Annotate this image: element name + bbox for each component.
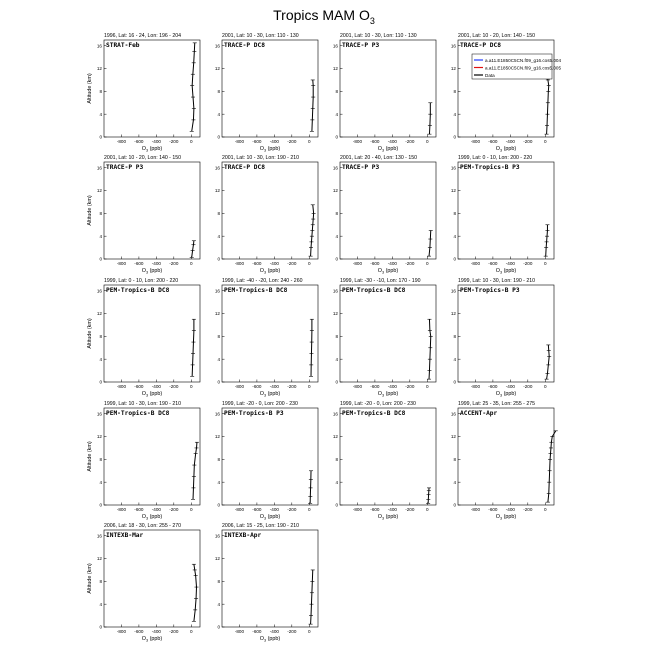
x-tick-label: -200 [169,507,179,512]
y-tick-label: 0 [217,379,220,385]
plot-frame [104,162,200,259]
x-tick-label: -800 [234,139,245,144]
y-tick-label: 0 [453,256,456,262]
x-tick-label: -600 [488,261,498,266]
x-tick-label: -400 [269,261,279,266]
data-profile-line [192,319,194,376]
x-tick-label: -400 [387,261,397,266]
y-tick-label: 12 [96,188,102,194]
y-tick-label: 12 [96,311,102,317]
x-tick-label: -800 [352,507,363,512]
y-tick-label: 12 [450,311,456,317]
x-tick-label: -600 [370,384,380,389]
campaign-label: TRACE-P DC8 [460,42,501,49]
y-tick-label: 12 [450,434,456,440]
x-axis-label: $O_3$ (ppb) [259,636,281,643]
x-tick-label: 0 [189,384,193,389]
x-tick-label: -800 [116,261,127,266]
y-tick-label: 4 [453,356,456,362]
y-tick-label: 4 [217,111,220,117]
x-tick-label: -800 [116,384,127,389]
panel-header: 2006, Lat: 18 - 30, Lon: 255 - 270 [104,523,182,529]
legend [472,54,561,79]
plot-frame [104,40,200,137]
x-tick-label: 0 [189,629,193,634]
y-tick-label: 4 [99,601,102,607]
legend-label: a.a11.E1850C5CN.f09_g16.cos5.004 [485,57,562,63]
data-profile-line [311,570,313,624]
y-tick-label: 8 [217,210,220,216]
y-tick-label: 4 [217,356,220,362]
y-tick-label: 4 [217,479,220,485]
x-tick-label: -200 [169,261,179,266]
x-tick-label: -200 [405,384,415,389]
figure-title-subscript: 3 [369,15,375,26]
y-tick-label: 8 [217,578,220,584]
panel-7 [333,155,436,275]
x-tick-label: 0 [189,507,193,512]
x-axis-label: $O_3$ (ppb) [377,146,399,153]
y-tick-label: 4 [453,233,456,239]
x-tick-label: -800 [234,261,245,266]
data-profile-line [548,431,556,502]
x-axis-label: $O_3$ (ppb) [259,268,281,275]
x-tick-label: -600 [134,629,144,634]
y-tick-label: 0 [453,134,456,140]
x-tick-label: -600 [134,384,144,389]
figure-title-text: Tropics MAM O [273,7,370,23]
x-tick-label: -400 [151,261,161,266]
x-tick-label: -800 [234,629,245,634]
y-tick-label: 12 [214,66,220,72]
legend-label: a.a11.E1850C5CN.f09_g16.cos5.005 [485,65,562,71]
y-tick-label: 8 [453,333,456,339]
x-tick-label: -200 [287,507,297,512]
y-tick-label: 16 [332,165,338,171]
y-tick-label: 0 [217,134,220,140]
y-tick-label: 0 [453,379,456,385]
y-tick-label: 0 [99,502,102,508]
plot-frame [222,40,318,137]
x-tick-label: -200 [287,261,297,266]
y-tick-label: 16 [96,411,102,417]
y-tick-label: 0 [99,256,102,262]
y-tick-label: 16 [450,411,456,417]
x-tick-label: -200 [287,139,297,144]
plot-frame [222,408,318,505]
y-tick-label: 12 [96,556,102,562]
panel-4 [451,33,562,153]
x-tick-label: -400 [505,384,515,389]
y-tick-label: 4 [335,356,338,362]
x-tick-label: -600 [134,261,144,266]
x-tick-label: -200 [169,629,179,634]
y-tick-label: 12 [450,188,456,194]
y-tick-label: 4 [99,111,102,117]
data-profile-line [193,442,197,499]
y-tick-label: 12 [450,66,456,72]
panel-header: 2001, Lat: 10 - 20, Lon: 140 - 150 [458,33,536,39]
x-tick-label: -600 [252,384,262,389]
y-tick-label: 4 [335,111,338,117]
y-tick-label: 8 [335,88,338,94]
x-tick-label: -800 [470,507,481,512]
y-tick-label: 0 [217,624,220,630]
plot-frame [458,408,554,505]
y-tick-label: 0 [453,502,456,508]
x-tick-label: -600 [488,139,498,144]
x-tick-label: -400 [269,629,279,634]
panel-13 [87,401,200,521]
panel-header: 1999, Lat: 10 - 30, Lon: 190 - 210 [104,401,182,407]
y-tick-label: 8 [99,88,102,94]
y-tick-label: 16 [214,533,220,539]
y-tick-label: 4 [453,479,456,485]
plot-frame [340,40,436,137]
panel-10 [215,278,318,398]
y-tick-label: 16 [96,288,102,294]
campaign-label: PEM-Tropics-B DC8 [342,287,406,294]
y-tick-label: 0 [335,502,338,508]
campaign-label: ACCENT-Apr [460,410,498,417]
panel-17 [87,523,200,643]
x-tick-label: -600 [488,507,498,512]
y-tick-label: 4 [99,479,102,485]
panel-header: 2001, Lat: 10 - 20, Lon: 140 - 150 [104,155,182,161]
data-profile-line [429,230,431,256]
y-tick-label: 8 [335,333,338,339]
x-tick-label: 0 [307,261,311,266]
x-tick-label: 0 [425,139,429,144]
panel-16 [451,401,558,521]
plot-frame [222,285,318,382]
y-tick-label: 16 [332,43,338,49]
x-tick-label: 0 [189,139,193,144]
y-tick-label: 16 [214,43,220,49]
x-tick-label: -800 [470,261,481,266]
panel-1 [87,33,200,153]
y-tick-label: 8 [217,88,220,94]
x-tick-label: 0 [307,507,311,512]
x-tick-label: -400 [387,384,397,389]
panel-header: 1999, Lat: 25 - 35, Lon: 255 - 275 [458,401,536,407]
y-axis-label: Altitude (km) [87,441,93,472]
plot-frame [340,408,436,505]
y-tick-label: 12 [214,311,220,317]
y-tick-label: 8 [335,456,338,462]
x-tick-label: -600 [252,507,262,512]
x-tick-label: -400 [505,139,515,144]
campaign-label: TRACE-P DC8 [224,42,265,49]
x-tick-label: -200 [169,139,179,144]
plot-frame [104,408,200,505]
x-tick-label: -600 [134,139,144,144]
panel-header: 2001, Lat: 10 - 30, Lon: 110 - 130 [340,33,417,39]
data-profile-line [547,74,549,134]
y-tick-label: 12 [96,66,102,72]
x-tick-label: -600 [134,507,144,512]
y-axis-label: Altitude (km) [87,195,93,226]
x-tick-label: -200 [169,384,179,389]
y-tick-label: 8 [99,578,102,584]
x-tick-label: 0 [425,384,429,389]
x-axis-label: $O_3$ (ppb) [141,268,163,275]
y-tick-label: 16 [332,288,338,294]
panel-header: 2006, Lat: 15 - 25, Lon: 190 - 210 [222,523,300,529]
y-tick-label: 4 [335,233,338,239]
x-tick-label: -200 [287,384,297,389]
x-axis-label: $O_3$ (ppb) [495,268,517,275]
x-axis-label: $O_3$ (ppb) [259,391,281,398]
campaign-label: PEM-Tropics-B P3 [460,164,520,171]
panel-header: 1999, Lat: 0 - 10, Lon: 200 - 220 [104,278,179,284]
x-tick-label: 0 [543,261,547,266]
x-tick-label: -200 [523,261,533,266]
panel-12 [451,278,554,398]
x-tick-label: -800 [352,384,363,389]
data-profile-line [546,225,548,256]
panel-header: 1999, Lat: 10 - 30, Lon: 190 - 210 [458,278,536,284]
y-tick-label: 16 [214,165,220,171]
y-tick-label: 16 [332,411,338,417]
x-tick-label: -600 [488,384,498,389]
x-tick-label: -800 [234,507,245,512]
campaign-label: STRAT-Feb [106,42,140,49]
y-tick-label: 16 [450,165,456,171]
panel-header: 1999, Lat: 0 - 10, Lon: 200 - 220 [458,155,533,161]
y-tick-label: 8 [217,333,220,339]
x-tick-label: 0 [425,261,429,266]
y-tick-label: 16 [214,411,220,417]
y-tick-label: 0 [335,379,338,385]
y-tick-label: 12 [214,188,220,194]
y-tick-label: 0 [99,379,102,385]
x-tick-label: -400 [269,507,279,512]
y-tick-label: 4 [335,479,338,485]
x-axis-label: $O_3$ (ppb) [141,514,163,521]
campaign-label: PEM-Tropics-B DC8 [224,287,288,294]
x-axis-label: $O_3$ (ppb) [377,391,399,398]
y-tick-label: 16 [450,43,456,49]
data-profile-line [194,564,197,621]
panel-18 [215,523,318,643]
data-profile-line [312,80,313,131]
campaign-label: PEM-Tropics-B DC8 [106,287,170,294]
x-axis-label: $O_3$ (ppb) [377,268,399,275]
panel-14 [215,401,318,521]
x-tick-label: -400 [387,139,397,144]
y-tick-label: 8 [335,210,338,216]
y-tick-label: 12 [332,66,338,72]
data-profile-line [429,319,431,379]
x-tick-label: 0 [189,261,193,266]
campaign-label: TRACE-P P3 [342,164,380,171]
y-tick-label: 12 [332,188,338,194]
panel-header: 2001, Lat: 10 - 30, Lon: 110 - 130 [222,33,299,39]
y-tick-label: 12 [214,556,220,562]
y-tick-label: 16 [450,288,456,294]
y-tick-label: 8 [453,210,456,216]
y-tick-label: 0 [217,502,220,508]
panel-header: 2001, Lat: 20 - 40, Lon: 130 - 150 [340,155,418,161]
y-axis-label: Altitude (km) [87,563,93,594]
x-tick-label: -400 [151,629,161,634]
x-tick-label: -800 [116,507,127,512]
y-tick-label: 4 [99,356,102,362]
x-tick-label: -400 [505,507,515,512]
y-tick-label: 8 [99,456,102,462]
panel-3 [333,33,436,153]
x-axis-label: $O_3$ (ppb) [377,514,399,521]
x-tick-label: 0 [307,139,311,144]
y-tick-label: 0 [335,256,338,262]
x-tick-label: -400 [151,507,161,512]
x-axis-label: $O_3$ (ppb) [495,146,517,153]
y-tick-label: 8 [99,333,102,339]
x-tick-label: -200 [405,139,415,144]
x-tick-label: -800 [352,139,363,144]
panel-header: 1999, Lat: -20 - 0, Lon: 200 - 230 [222,401,298,407]
plot-frame [222,530,318,627]
x-axis-label: $O_3$ (ppb) [259,514,281,521]
panel-5 [87,155,200,275]
y-tick-label: 4 [99,233,102,239]
y-axis-label: Altitude (km) [87,318,93,349]
y-tick-label: 12 [332,434,338,440]
y-tick-label: 12 [214,434,220,440]
x-tick-label: -400 [269,139,279,144]
y-tick-label: 16 [96,165,102,171]
panel-header: 1999, Lat: -30 - -10, Lon: 170 - 190 [340,278,421,284]
campaign-label: PEM-Tropics-B P3 [224,410,284,417]
x-axis-label: $O_3$ (ppb) [495,391,517,398]
x-tick-label: 0 [543,384,547,389]
data-profile-line [311,319,312,376]
y-tick-label: 8 [99,210,102,216]
legend-label: Data [485,72,495,78]
x-tick-label: -200 [523,139,533,144]
panel-8 [451,155,554,275]
y-tick-label: 4 [217,233,220,239]
x-tick-label: -800 [234,384,245,389]
x-tick-label: -800 [116,629,127,634]
panel-9 [87,278,200,398]
y-tick-label: 8 [217,456,220,462]
campaign-label: PEM-Tropics-B P3 [460,287,520,294]
x-tick-label: -200 [405,507,415,512]
panel-2 [215,33,318,153]
panel-15 [333,401,436,521]
y-tick-label: 0 [335,134,338,140]
y-tick-label: 16 [96,533,102,539]
x-tick-label: -400 [269,384,279,389]
plot-frame [222,162,318,259]
data-profile-line [429,103,430,134]
plot-frame [104,530,200,627]
x-axis-label: $O_3$ (ppb) [141,636,163,643]
y-tick-label: 0 [99,624,102,630]
panel-header: 2001, Lat: 10 - 30, Lon: 190 - 210 [222,155,300,161]
campaign-label: TRACE-P P3 [342,42,380,49]
campaign-label: INTEXB-Apr [224,532,262,539]
x-tick-label: 0 [543,507,547,512]
x-axis-label: $O_3$ (ppb) [495,514,517,521]
campaign-label: PEM-Tropics-B DC8 [342,410,406,417]
x-tick-label: -400 [151,384,161,389]
campaign-label: INTEXB-Mar [106,532,144,539]
x-tick-label: -600 [252,629,262,634]
panel-11 [333,278,436,398]
y-axis-label: Altitude (km) [87,73,93,104]
x-tick-label: -600 [252,261,262,266]
x-axis-label: $O_3$ (ppb) [141,146,163,153]
plot-frame [340,285,436,382]
campaign-label: TRACE-P P3 [106,164,144,171]
y-tick-label: 4 [453,111,456,117]
x-tick-label: -800 [352,261,363,266]
panel-header: 1999, Lat: -20 - 0, Lon: 200 - 230 [340,401,416,407]
y-tick-label: 8 [453,88,456,94]
x-tick-label: -800 [116,139,127,144]
plot-frame [340,162,436,259]
campaign-label: PEM-Tropics-B DC8 [106,410,170,417]
campaign-label: TRACE-P DC8 [224,164,265,171]
x-tick-label: -800 [470,139,481,144]
x-tick-label: -200 [523,507,533,512]
x-tick-label: -200 [405,261,415,266]
y-tick-label: 8 [453,456,456,462]
data-profile-line [192,43,195,131]
x-tick-label: -600 [252,139,262,144]
data-profile-line [547,345,550,379]
x-tick-label: -600 [370,507,380,512]
x-tick-label: -400 [387,507,397,512]
plot-frame [104,285,200,382]
y-tick-label: 0 [217,256,220,262]
x-axis-label: $O_3$ (ppb) [259,146,281,153]
x-tick-label: 0 [307,384,311,389]
x-tick-label: -200 [523,384,533,389]
plot-frame [458,162,554,259]
y-tick-label: 16 [214,288,220,294]
data-profile-line [428,488,429,503]
panel-6 [215,155,318,275]
x-tick-label: 0 [307,629,311,634]
x-tick-label: 0 [543,139,547,144]
panel-header: 1999, Lat: -40 - -20, Lon: 240 - 260 [222,278,303,284]
x-tick-label: -400 [505,261,515,266]
x-tick-label: 0 [425,507,429,512]
x-tick-label: -400 [151,139,161,144]
x-axis-label: $O_3$ (ppb) [141,391,163,398]
data-profile-line [310,471,311,504]
y-tick-label: 12 [96,434,102,440]
plot-frame [458,285,554,382]
y-tick-label: 0 [99,134,102,140]
y-tick-label: 16 [96,43,102,49]
y-tick-label: 12 [332,311,338,317]
panel-header: 1996, Lat: 16 - 24, Lon: 196 - 204 [104,33,182,39]
y-tick-label: 4 [217,601,220,607]
x-tick-label: -200 [287,629,297,634]
x-tick-label: -800 [470,384,481,389]
data-profile-line [192,241,194,258]
x-tick-label: -600 [370,139,380,144]
x-tick-label: -600 [370,261,380,266]
